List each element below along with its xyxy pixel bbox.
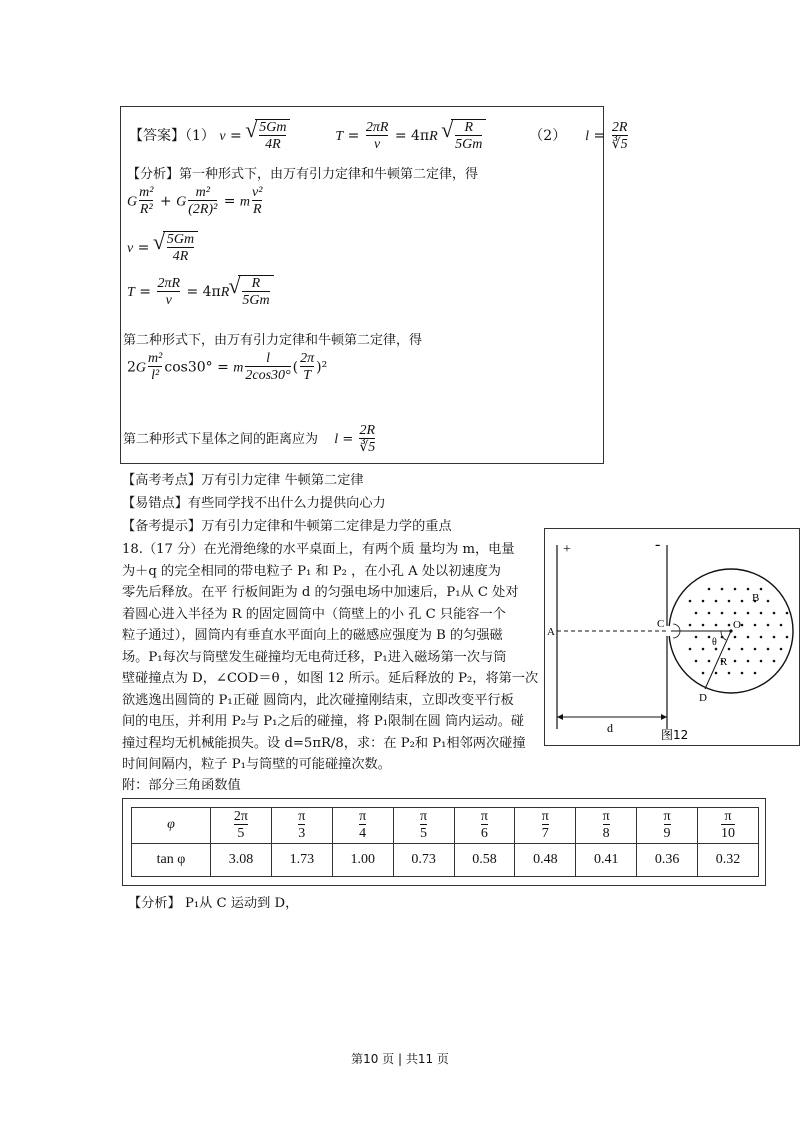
problem-line: 粒子通过），圆筒内有垂直水平面向上的磁感应强度为 B 的匀强磁: [122, 628, 503, 643]
problem-line: 着圆心进入半径为 R 的固定圆筒中（筒壁上的小 孔 C 只能容一个: [122, 606, 506, 622]
phi-numerator: π: [359, 809, 367, 824]
phi-cell: [393, 808, 454, 844]
field-dot: [760, 588, 763, 591]
field-dot: [760, 612, 763, 615]
field-dot: [702, 672, 705, 675]
answer-box: [120, 106, 628, 464]
label-a: A: [547, 626, 555, 638]
part2-label: （2）: [529, 127, 567, 144]
phi-cell: [211, 808, 272, 844]
phi-numerator: π: [420, 809, 428, 824]
phi-denominator: 9: [663, 826, 671, 842]
phi-cell: [576, 808, 637, 844]
tan-cell: 0.36: [637, 843, 698, 876]
field-dot: [767, 648, 770, 651]
field-dot: [728, 600, 731, 603]
problem-line: 时间间隔内，粒子 P₁与筒壁的可能碰撞次数。: [122, 757, 391, 772]
label-d-distance: d: [607, 721, 613, 735]
label-r: R: [720, 656, 728, 668]
field-dot: [741, 648, 744, 651]
field-dot: [721, 588, 724, 591]
field-dot: [734, 636, 737, 639]
tan-cell: 3.08: [211, 843, 272, 876]
problem-line: 为＋q 的完全相同的带电粒子 P₁ 和 P₂ ，在小孔 A 处以初速度为: [122, 563, 501, 579]
field-dot: [721, 612, 724, 615]
label-b: B: [752, 592, 760, 604]
phi-denominator: 6: [480, 826, 488, 842]
analysis-tail: 【分析】 P₁从 C 运动到 D，: [128, 896, 299, 911]
field-dot: [734, 612, 737, 615]
field-dot: [715, 624, 718, 627]
minus-label: -: [655, 536, 661, 553]
field-dot: [728, 672, 731, 675]
phi-denominator: 4: [359, 826, 367, 842]
problem-line: 18.（17 分）在光滑绝缘的水平桌面上，有两个质 量均为 m，电量: [122, 542, 515, 557]
trig-table-grid: [131, 807, 759, 877]
problem-line: 壁碰撞点为 D，∠COD＝θ ，如图 12 所示。延后释放的 P₂，将第一次: [122, 671, 539, 686]
answer-line: 【答案】（1） v = √ $\frac{5Gm}{4R}$ T = $\frac{2\pi R}{v}$ = 4πR √ $\frac{R}{5Gm}$ （2） l = $\frac{2R}{∛5}$: [129, 119, 630, 153]
tan-cell: 1.00: [332, 843, 393, 876]
phi-row: [132, 808, 759, 844]
label-o: O: [733, 619, 741, 631]
phi-denominator: 5: [234, 824, 248, 841]
field-dot: [708, 612, 711, 615]
plus-label: +: [563, 542, 571, 557]
field-dot: [767, 624, 770, 627]
phi-denominator: 5: [420, 826, 428, 842]
field-dot: [747, 636, 750, 639]
appendix-label: 附：部分三角函数值: [122, 778, 241, 793]
field-dot: [780, 624, 783, 627]
field-dot: [760, 636, 763, 639]
field-dot: [773, 636, 776, 639]
figure-12-diagram: [545, 529, 798, 744]
problem-line: 场。P₁每次与筒壁发生碰撞均无电荷迁移，P₁进入磁场第一次与筒: [122, 649, 507, 665]
label-theta: θ: [712, 637, 717, 648]
field-dot: [754, 672, 757, 675]
second-form-intro: 第二种形式下，由万有引力定律和牛顿第二定律，得: [123, 333, 423, 348]
field-dot: [767, 600, 770, 603]
phi-cell: [698, 808, 759, 844]
phi-denominator: 7: [541, 826, 549, 842]
field-dot: [734, 588, 737, 591]
field-dot: [689, 648, 692, 651]
phi-cell: [515, 808, 576, 844]
phi-cell: [637, 808, 698, 844]
field-dot: [780, 648, 783, 651]
field-dot: [708, 588, 711, 591]
field-dot: [741, 624, 744, 627]
field-dot: [702, 600, 705, 603]
label-c: C: [657, 618, 665, 630]
tan-cell: 0.41: [576, 843, 637, 876]
field-dot: [689, 600, 692, 603]
problem-line: 间的电压，并利用 P₂与 P₁之后的碰撞，将 P₁限制在圆 筒内运动。碰: [122, 714, 525, 729]
field-dot: [721, 636, 724, 639]
label-d-point: D: [699, 692, 707, 704]
phi-numerator: 2π: [233, 809, 248, 824]
problem-line: 零先后释放。在平 行板间距为 d 的匀强电场中加速后，P₁从 C 处对: [122, 585, 519, 600]
field-dot: [708, 660, 711, 663]
field-dot: [773, 660, 776, 663]
note-yicuo: 【易错点】有些同学找不出什么力提供向心力: [122, 496, 386, 511]
field-dot: [689, 624, 692, 627]
field-dot: [773, 612, 776, 615]
distance-text: 第二种形式下星体之间的距离应为: [123, 431, 319, 447]
phi-numerator: π: [663, 809, 671, 824]
phi-numerator: π: [480, 809, 488, 824]
field-dot: [747, 660, 750, 663]
phi-denominator: 8: [602, 826, 610, 842]
problem-line: 撞过程均无机械能损失。设 d=5πR/8，求：在 P₂和 P₁相邻两次碰撞: [122, 735, 526, 751]
field-dot: [695, 612, 698, 615]
field-dot: [702, 648, 705, 651]
figure-12: [544, 528, 800, 746]
tan-cell: 0.58: [454, 843, 515, 876]
analysis-intro: 【分析】第一种形式下，由万有引力定律和牛顿第二定律，得: [127, 167, 479, 182]
equation-gravity: G $\frac{\text{m²}}{\text{R²}}$ + G $\frac{\text{m²}}{\text{(2R)²}}$ = m $\frac{\text{v²}}{R}$: [127, 185, 263, 218]
note-tishi: 【备考提示】万有引力定律和牛顿第二定律是力学的重点: [122, 519, 452, 534]
phi-cell: [454, 808, 515, 844]
tan-cell: 0.32: [698, 843, 759, 876]
field-dot: [747, 612, 750, 615]
tan-row: [132, 843, 759, 876]
phi-denominator: 10: [721, 826, 735, 842]
phi-numerator: π: [298, 809, 306, 824]
field-dot: [708, 636, 711, 639]
tan-label: tan φ: [132, 843, 211, 876]
field-dot: [695, 636, 698, 639]
field-dot: [715, 648, 718, 651]
phi-label: φ: [132, 808, 211, 844]
phi-numerator: π: [602, 809, 610, 824]
field-dot: [786, 612, 789, 615]
tan-cell: 1.73: [271, 843, 332, 876]
distance-line: 第二种形式下星体之间的距离应为 l = $\frac{2R}{∛5}$: [123, 423, 376, 456]
phi-cell: [271, 808, 332, 844]
tan-cell: 0.73: [393, 843, 454, 876]
equation-v: v = √ $\frac{5Gm}{4R}$: [127, 231, 198, 265]
problem-line: 欲逃逸出圆筒的 P₁正碰 圆筒内，此次碰撞刚结束，立即改变平行板: [122, 692, 514, 708]
field-dot: [754, 624, 757, 627]
field-dot: [702, 624, 705, 627]
field-dot: [747, 588, 750, 591]
field-dot: [728, 624, 731, 627]
field-dot: [728, 648, 731, 651]
trig-table: [122, 798, 766, 886]
field-dot: [715, 672, 718, 675]
field-dot: [754, 648, 757, 651]
figure-caption: 图12: [661, 728, 689, 742]
phi-numerator: π: [724, 809, 732, 824]
equation-second-form: 2G $\frac{\text{m²}}{\text{l²}}$ cos30° = m $\frac{l}{2\cos 30^\circ}$ ( $\frac{2\pi}{T}$ )²: [127, 351, 328, 384]
field-dot: [741, 672, 744, 675]
phi-cell: [332, 808, 393, 844]
phi-numerator: π: [541, 809, 549, 824]
problem-text: [122, 539, 542, 776]
note-kaodian: 【高考考点】万有引力定律 牛顿第二定律: [122, 473, 364, 488]
field-dot: [741, 600, 744, 603]
answer-label: 【答案】（1）: [129, 127, 215, 144]
equation-t: T = $\frac{2\pi R}{v}$ = 4πR √ $\frac{R}{5Gm}$: [127, 275, 274, 309]
tan-cell: 0.48: [515, 843, 576, 876]
field-dot: [734, 660, 737, 663]
field-dot: [715, 600, 718, 603]
page-footer: 第10 页 | 共11 页: [351, 1052, 449, 1066]
field-dot: [760, 660, 763, 663]
field-dot: [695, 660, 698, 663]
phi-denominator: 3: [298, 826, 306, 842]
field-dot: [786, 636, 789, 639]
